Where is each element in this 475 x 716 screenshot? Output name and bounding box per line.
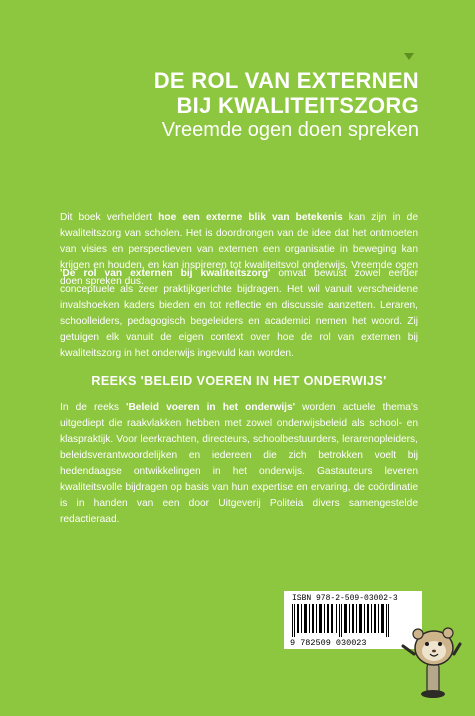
triangle-marker-icon	[404, 53, 414, 60]
book-title	[154, 68, 419, 118]
book-subtitle: Vreemde ogen doen spreken	[161, 119, 419, 141]
title-line-2: BIJ KWALITEITSZORG	[176, 93, 419, 118]
series-text-c: worden actuele thema's uitgediept die raakvlakken hebben met zowel onderwijsbeleid als school- en klaspraktijk. Voor leerkrachten, directeurs, schoolbestuurders, lerarenopleiders, beleidsverantwoordelijken en iedereen die zich betrokken voelt bij hedendaagse ontwikkelingen in het onderwijs. Gastauteurs leveren kwaliteitsvolle bijdragen op basis van hun expertise en ervaring, de coördinatie is in handen van een door Uitgeverij Politeia divers samengestelde redactieraad.	[60, 402, 418, 525]
barcode-bars-icon	[290, 604, 394, 637]
series-heading: REEKS 'BELEID VOEREN IN HET ONDERWIJS'	[91, 374, 387, 388]
isbn-label: ISBN 978-2-509-03002-3	[292, 594, 398, 603]
hamster-mascot-icon	[400, 618, 462, 700]
intro-text-c: kan zijn in de kwaliteitszorg van scholen. Het is doordrongen van de idee dat het ontmoeten van visies en perspectieven van externen een organisatie in beweging kan krijgen en houden, en kan inspireren tot kwaliteitsvol onderwijs. Vreemde ogen doen spreken dus.	[60, 212, 418, 287]
about-book-title: 'De rol van externen bij kwaliteitszorg'	[60, 268, 271, 279]
title-line-1: DE ROL VAN EXTERNEN	[153, 68, 419, 93]
series-paragraph	[60, 400, 418, 528]
about-paragraph	[60, 266, 418, 362]
series-name: 'Beleid voeren in het onderwijs'	[126, 402, 296, 413]
series-text-a: In de reeks	[60, 402, 127, 413]
about-text: omvat bewust zowel eerder conceptuele als zeer praktijkgerichte bijdragen. Het wil vanuit verscheidene invalshoeken kaders bieden en tot reflectie en discussie aanzetten. Leraren, schoolleiders, pedagogisch begeleiders en academici nemen het woord. Zij getuigen elk vanuit de eigen context over hoe de rol van externen bij kwaliteitszorg in het onderwijs ingevuld kan worden.	[60, 268, 418, 359]
intro-emphasis: hoe een externe blik van betekenis	[158, 212, 343, 223]
barcode-digits: 9 782509 030023	[290, 638, 367, 648]
intro-text-a: Dit boek verheldert	[60, 212, 159, 223]
